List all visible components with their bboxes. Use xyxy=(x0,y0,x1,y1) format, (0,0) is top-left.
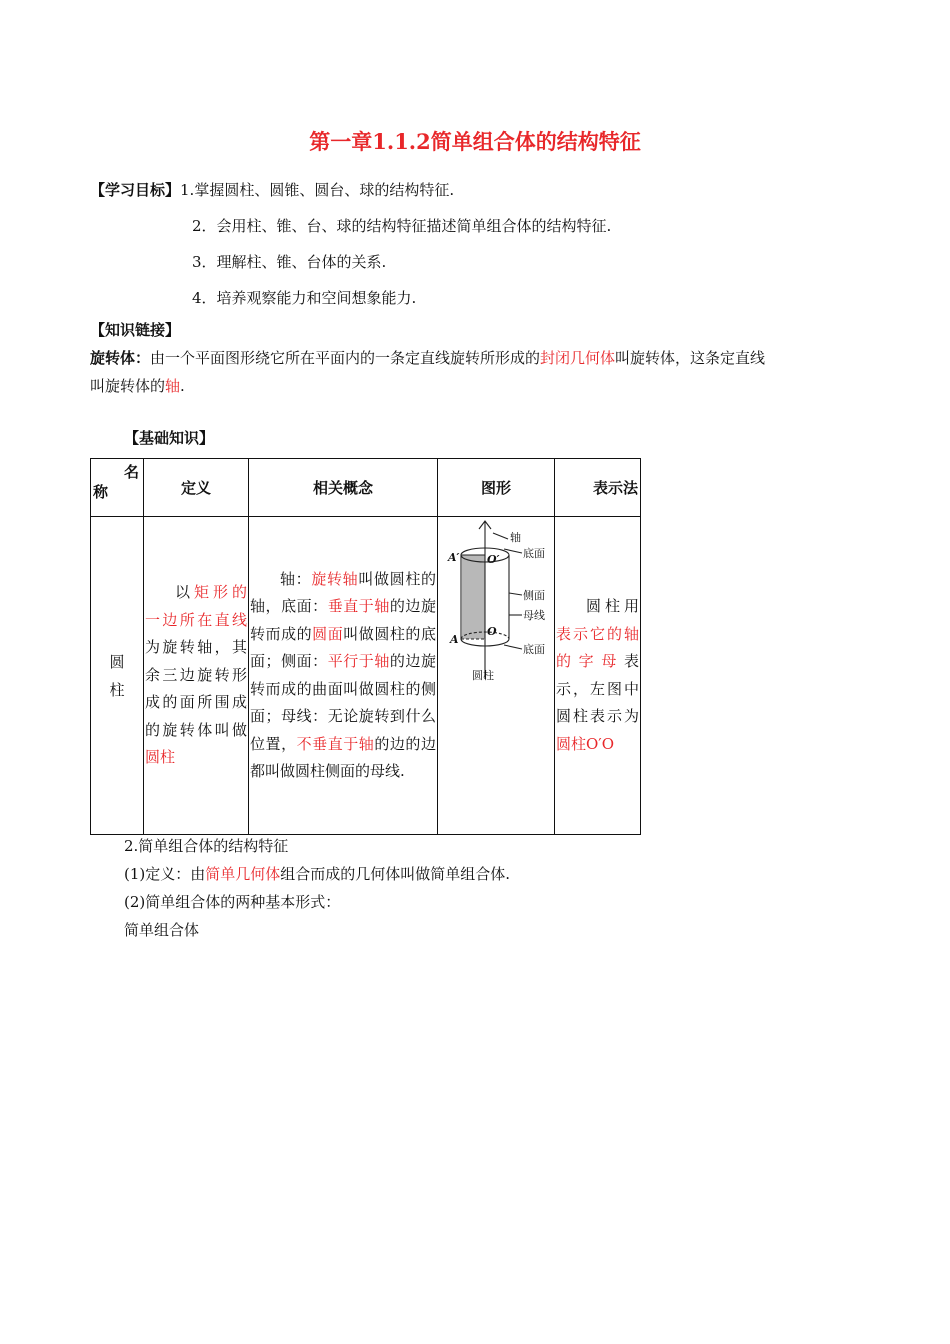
table-header-row xyxy=(91,459,641,517)
highlight-text: 表示它的轴的字母 xyxy=(556,624,639,670)
definition-text: . xyxy=(180,377,185,395)
highlight-text: 圆柱 xyxy=(145,748,176,767)
section-text: (1)定义：由 xyxy=(124,865,206,883)
basic-knowledge-label: 【基础知识】 xyxy=(124,429,215,447)
learning-goals-1 xyxy=(90,180,454,200)
section2-definition xyxy=(124,864,510,884)
knowledge-table xyxy=(90,458,641,835)
fig-point: A′ xyxy=(448,551,460,564)
section2-last: 简单组合体 xyxy=(124,921,200,939)
definition-paragraph xyxy=(144,579,248,772)
learning-goals-label: 【学习目标】 xyxy=(90,181,181,199)
highlight-text: 一边所在直线 xyxy=(145,610,247,629)
notation-paragraph xyxy=(555,593,640,758)
highlight-text: 轴 xyxy=(165,377,181,395)
fig-label: 轴 xyxy=(510,531,521,544)
cylinder-diagram xyxy=(438,519,554,689)
header-notation: 表示法 xyxy=(555,459,641,517)
fig-point: A xyxy=(450,633,459,646)
header-concepts: 相关概念 xyxy=(249,459,438,517)
rotation-body-definition xyxy=(90,348,765,368)
header-definition: 定义 xyxy=(144,459,249,517)
goal-item: 3．理解柱、锥、台体的关系. xyxy=(192,253,387,271)
concepts-paragraph xyxy=(249,566,437,786)
cell-text: 叫做圆柱的底面；侧面： xyxy=(250,624,436,670)
section2-forms: (2)简单组合体的两种基本形式： xyxy=(124,893,341,911)
highlight-text: 简单几何体 xyxy=(205,865,281,883)
highlight-text: 不垂直于轴 xyxy=(296,734,375,753)
row-notation xyxy=(555,517,641,835)
section-text: 组合而成的几何体叫做简单组合体. xyxy=(280,865,511,883)
row-name-bottom: 柱 xyxy=(109,680,125,699)
highlight-text: 垂直于轴 xyxy=(327,597,390,615)
definition-text: 叫旋转体，这条定直线 xyxy=(615,349,766,367)
fig-point: O xyxy=(487,625,497,638)
highlight-text: 矩形的 xyxy=(194,583,247,602)
section2-heading: 2.简单组合体的结构特征 xyxy=(124,837,289,855)
cell-text: 的边旋转而成的 xyxy=(250,597,436,643)
goal-item: 2．会用柱、锥、台、球的结构特征描述简单组合体的结构特征. xyxy=(192,217,612,235)
row-concepts xyxy=(249,517,438,835)
rotation-body-definition-cont xyxy=(90,376,185,396)
header-name-top: 名 xyxy=(123,463,139,481)
highlight-text: 封闭几何体 xyxy=(540,349,616,367)
cell-text: 以 xyxy=(175,583,194,602)
header-name xyxy=(91,459,144,517)
page-title: 第一章1.1.2简单组合体的结构特征 xyxy=(309,129,641,154)
highlight-text: 旋转轴 xyxy=(311,569,359,588)
cell-text: 的边的边都叫做圆柱侧面的母线. xyxy=(250,734,436,780)
cell-text: 表示，左图中圆柱表示为 xyxy=(556,652,639,725)
rotation-body-term: 旋转体： xyxy=(90,349,151,367)
knowledge-link-label: 【知识链接】 xyxy=(90,321,181,339)
fig-point: O′ xyxy=(487,553,500,566)
row-name xyxy=(91,517,144,835)
cell-text: 轴： xyxy=(280,569,312,588)
header-figure: 图形 xyxy=(438,459,555,517)
cell-text: 的边旋转而成的曲面叫做圆柱的侧面；母线：无论旋转到什么位置， xyxy=(250,652,436,753)
row-figure xyxy=(438,517,555,835)
fig-label: 底面 xyxy=(523,547,545,560)
fig-caption: 圆柱 xyxy=(472,669,494,682)
goal-item: 1.掌握圆柱、圆锥、圆台、球的结构特征. xyxy=(180,181,455,199)
definition-text: 由一个平面图形绕它所在平面内的一条定直线旋转所形成的 xyxy=(150,349,541,367)
table-row xyxy=(91,517,641,835)
highlight-text: 平行于轴 xyxy=(327,652,390,670)
fig-label: 底面 xyxy=(523,643,545,656)
definition-text: 叫旋转体的 xyxy=(90,377,166,395)
highlight-text: 圆面 xyxy=(312,624,344,643)
fig-label: 母线 xyxy=(523,609,545,622)
row-definition xyxy=(144,517,249,835)
row-name-top: 圆 xyxy=(109,652,125,671)
goal-item: 4．培养观察能力和空间想象能力. xyxy=(192,289,417,307)
cell-text: 为旋转轴，其余三边旋转形成的面所围成的旋转体叫做 xyxy=(145,638,247,739)
fig-label: 侧面 xyxy=(523,589,545,602)
header-name-bottom: 称 xyxy=(93,483,109,501)
cell-text: 圆柱用 xyxy=(586,597,639,615)
cell-text: 叫做圆柱的轴，底面： xyxy=(250,569,436,615)
highlight-text: 圆柱O′O xyxy=(556,734,615,753)
